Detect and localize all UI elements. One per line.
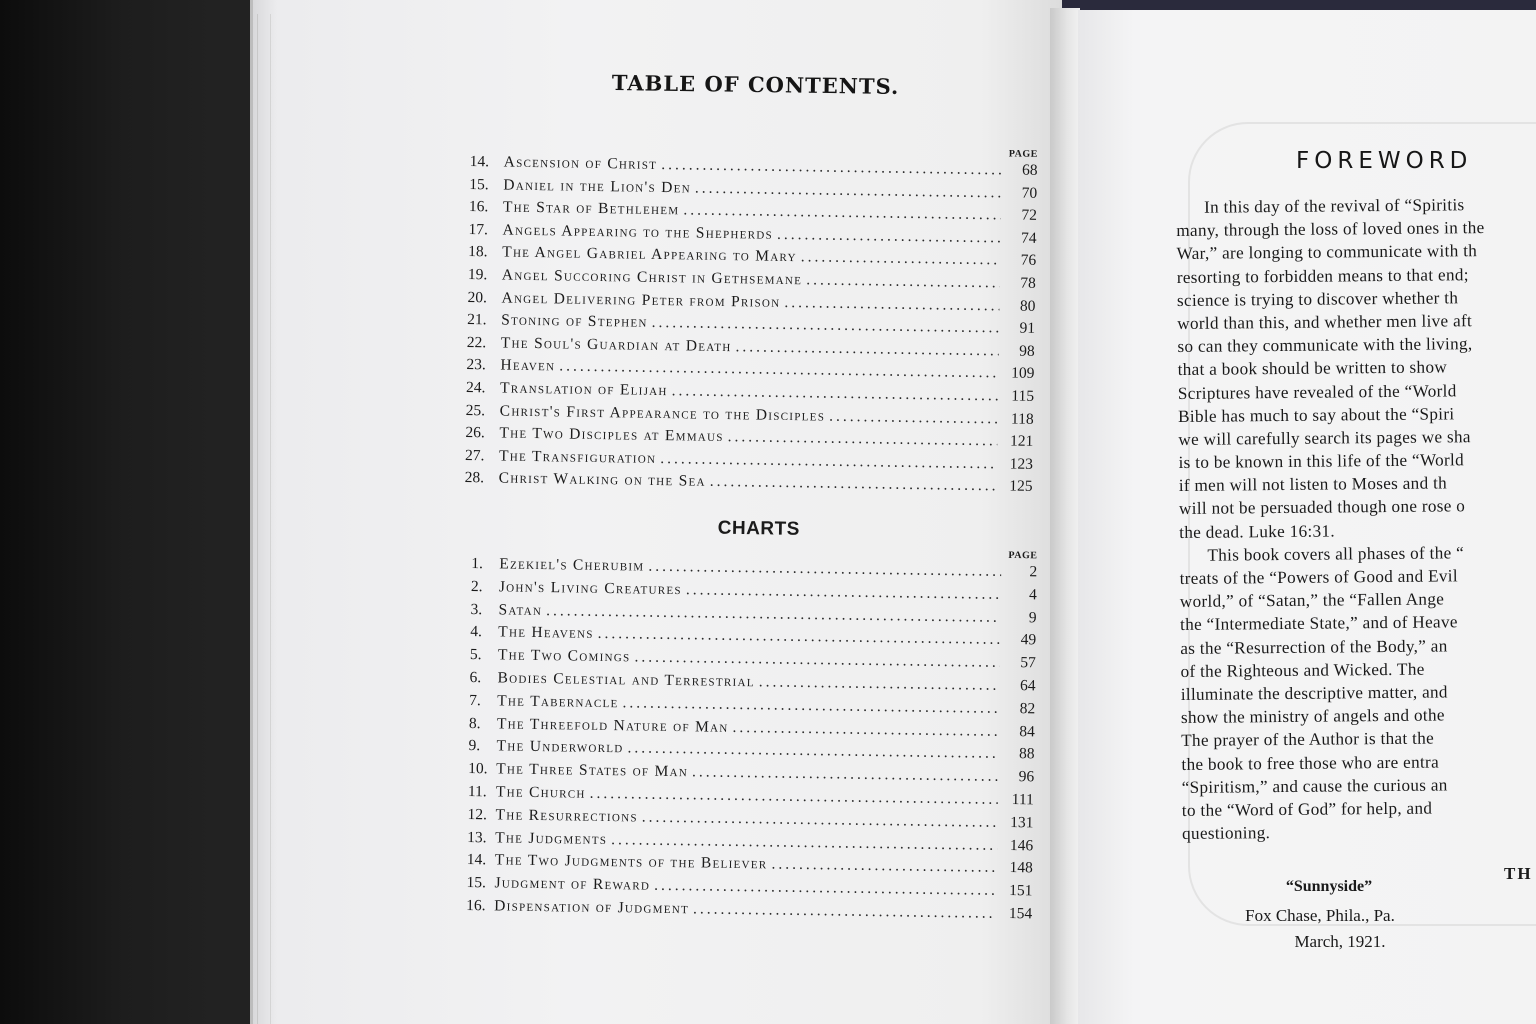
- entry-page-number: 109: [1011, 364, 1035, 383]
- foreword-line: Scriptures have revealed of the “World: [1177, 380, 1457, 403]
- entry-number: 16.: [468, 198, 489, 216]
- entry-page-number: 78: [1020, 274, 1036, 292]
- entry-number: 15.: [469, 175, 489, 193]
- toc-list: [464, 140, 1037, 501]
- entry-title: Christ Walking on the Sea: [498, 469, 706, 491]
- foreword-line: The prayer of the Author is that the: [1181, 728, 1435, 751]
- leader-dots: [648, 558, 1001, 581]
- leader-dots: [693, 900, 996, 922]
- entry-number: 25.: [465, 401, 486, 419]
- leader-dots: [710, 473, 997, 496]
- foreword-line: show the ministry of angels and othe: [1180, 705, 1445, 728]
- entry-title: Dispensation of Judgment: [494, 897, 690, 918]
- entry-title: Bodies Celestial and Terrestrial: [497, 669, 755, 691]
- entry-page-number: 74: [1020, 229, 1037, 247]
- entry-number: 19.: [467, 265, 488, 284]
- foreword-line: In this day of the revival of “Spiritis: [1203, 195, 1465, 217]
- foreword-line: world,” of “Satan,” the “Fallen Ange: [1179, 589, 1445, 612]
- entry-title: Satan: [498, 600, 543, 619]
- foreword-line: treats of the “Powers of Good and Evil: [1179, 566, 1458, 588]
- charts-list: [466, 514, 1038, 928]
- entry-title: The Soul's Guardian at Death: [500, 334, 732, 355]
- charts-entries: [466, 555, 1037, 928]
- foreword-line: as the “Resurrection of the Body,” an: [1180, 635, 1448, 658]
- entry-number: 2.: [470, 577, 483, 595]
- entry-title: Stoning of Stephen: [501, 311, 648, 331]
- entry-page-number: 151: [1009, 882, 1033, 900]
- entry-page-number: 115: [1011, 387, 1035, 405]
- entry-number: 28.: [464, 469, 485, 487]
- entry-page-number: 9: [1028, 608, 1037, 626]
- leader-dots: [683, 202, 1001, 225]
- entry-number: 24.: [465, 378, 486, 397]
- leader-dots: [672, 382, 999, 405]
- leader-dots: [735, 338, 998, 360]
- leader-dots: [784, 294, 999, 315]
- entry-page-number: 2: [1029, 563, 1038, 581]
- leader-dots: [771, 856, 997, 877]
- foreword-line: questioning.: [1182, 823, 1271, 844]
- foreword-line: we will carefully search its pages we sha: [1178, 427, 1471, 449]
- entry-title: The Judgments: [495, 828, 608, 848]
- entry-page-number: 125: [1009, 477, 1033, 496]
- entry-page-number: 70: [1021, 184, 1038, 202]
- charts-heading: CHARTS: [717, 517, 801, 540]
- entry-page-number: 118: [1010, 410, 1034, 428]
- entry-number: 11.: [467, 782, 487, 801]
- entry-page-number: 68: [1021, 161, 1038, 179]
- entry-title: Judgment of Reward: [494, 874, 651, 894]
- entry-page-number: 111: [1011, 791, 1034, 809]
- address-date: March, 1921.: [1294, 932, 1386, 951]
- entry-page-number: 96: [1018, 768, 1035, 786]
- foreword-line: science is trying to discover whether th: [1176, 288, 1459, 310]
- entry-page-number: 84: [1019, 722, 1035, 740]
- entry-number: 18.: [468, 243, 488, 261]
- entry-page-number: 49: [1020, 631, 1037, 649]
- entry-title: Christ's First Appearance to the Disciples: [499, 402, 826, 425]
- entry-number: 21.: [467, 311, 487, 329]
- foreword-line: so can they communicate with the living,: [1177, 334, 1473, 357]
- foreword-body: [1176, 194, 1536, 847]
- entry-number: 16.: [466, 896, 486, 915]
- entry-number: 1.: [471, 554, 484, 573]
- entry-title: Angels Appearing to the Shepherds: [502, 221, 774, 243]
- leader-dots: [695, 179, 1002, 202]
- address-city: Fox Chase, Phila., Pa.: [1245, 906, 1395, 925]
- entry-title: The Underworld: [496, 737, 624, 757]
- entry-number: 20.: [467, 288, 488, 306]
- foreword-line: is to be known in this life of the “World: [1178, 450, 1465, 473]
- leader-dots: [654, 877, 997, 900]
- entry-title: The Tabernacle: [497, 692, 619, 711]
- foreword-signature: TH: [1504, 864, 1533, 883]
- foreword-line: the “Intermediate State,” and of Heave: [1180, 612, 1458, 635]
- entry-title: The Angel Gabriel Appearing to Mary: [502, 243, 797, 266]
- entry-title: The Star of Bethlehem: [502, 198, 680, 219]
- entry-title: The Resurrections: [495, 806, 638, 826]
- entry-number: 22.: [466, 333, 487, 352]
- entry-title: The Threefold Nature of Man: [496, 714, 729, 736]
- entry-page-number: 123: [1009, 455, 1034, 473]
- entry-title: The Church: [495, 783, 586, 802]
- entry-page-number: 148: [1009, 859, 1033, 877]
- foreword-line: illuminate the descriptive matter, and: [1180, 682, 1448, 704]
- entry-page-number: 131: [1010, 813, 1034, 832]
- entry-number: 15.: [466, 874, 487, 892]
- entry-title: Translation of Elijah: [499, 379, 668, 400]
- leader-dots: [732, 718, 999, 740]
- entry-title: The Transfiguration: [498, 447, 657, 467]
- entry-number: 7.: [469, 691, 481, 709]
- foreword-line: to the “Word of God” for help, and: [1181, 798, 1433, 820]
- entry-number: 12.: [467, 805, 488, 824]
- leader-dots: [829, 407, 998, 428]
- address-place: “Sunnyside”: [1285, 878, 1373, 895]
- entry-number: 17.: [468, 220, 489, 239]
- entry-number: 3.: [470, 600, 483, 618]
- toc-page-label: PAGE: [1008, 148, 1038, 160]
- leader-dots: [759, 673, 1000, 695]
- entry-title: Ascension of Christ: [503, 153, 658, 173]
- entry-title: The Two Comings: [497, 646, 631, 666]
- entry-number: 9.: [468, 737, 481, 755]
- entry-page-number: 57: [1020, 654, 1036, 672]
- foreword-line: that a book should be written to show: [1177, 357, 1448, 380]
- entry-title: Daniel in the Lion's Den: [503, 176, 692, 197]
- leader-dots: [686, 581, 1001, 604]
- foreword-line: War,” are longing to communicate with th: [1176, 241, 1478, 264]
- entry-page-number: 88: [1018, 745, 1035, 763]
- foreword-line: “Spiritism,” and cause the curious an: [1181, 775, 1448, 797]
- entry-title: Angel Succoring Christ in Gethsemane: [501, 266, 803, 289]
- leader-dots: [692, 763, 998, 786]
- entry-number: 26.: [465, 424, 485, 442]
- leader-dots: [777, 226, 1001, 248]
- foreword-heading: FOREWORD: [1296, 148, 1473, 174]
- entry-title: The Two Disciples at Emmaus: [499, 424, 724, 446]
- entry-page-number: 64: [1019, 677, 1036, 695]
- foreword-line: of the Righteous and Wicked. The: [1180, 659, 1425, 681]
- entry-number: 27.: [464, 446, 485, 464]
- entry-page-number: 80: [1019, 297, 1036, 315]
- foreword-line: resorting to forbidden means to that end;: [1176, 264, 1469, 287]
- foreword-line: if men will not listen to Moses and th: [1178, 473, 1448, 496]
- leader-dots: [806, 271, 1000, 292]
- entry-title: The Heavens: [498, 623, 594, 643]
- toc-entries: [464, 153, 1037, 501]
- entry-page-number: 91: [1019, 319, 1036, 338]
- entry-page-number: 76: [1020, 252, 1037, 270]
- entry-number: 14.: [466, 851, 487, 869]
- entry-page-number: 146: [1009, 836, 1034, 854]
- entry-page-number: 82: [1019, 699, 1036, 718]
- entry-title: The Three States of Man: [496, 760, 689, 781]
- entry-number: 14.: [469, 152, 490, 171]
- entry-page-number: 121: [1009, 432, 1034, 451]
- foreword-line: This book covers all phases of the “: [1207, 543, 1465, 565]
- entry-page-number: 154: [1008, 904, 1033, 923]
- foreword-line: world than this, and whether men live aft: [1177, 311, 1473, 333]
- foreword-line: the book to free those who are entra: [1181, 752, 1440, 774]
- foreword-line: many, through the loss of loved ones in the: [1176, 218, 1485, 241]
- entry-title: Heaven: [500, 356, 556, 375]
- leader-dots: [801, 249, 1001, 270]
- book-gutter: [1050, 8, 1080, 1024]
- entry-number: 6.: [469, 668, 482, 687]
- foreword-line: the dead. Luke 16:31.: [1179, 521, 1335, 542]
- entry-title: The Two Judgments of the Believer: [494, 851, 768, 873]
- entry-number: 13.: [467, 828, 487, 846]
- entry-title: Ezekiel's Cherubim: [499, 555, 645, 575]
- entry-number: 10.: [468, 760, 488, 778]
- entry-page-number: 72: [1021, 206, 1038, 225]
- entry-title: Angel Delivering Peter from Prison: [501, 289, 781, 311]
- entry-page-number: 4: [1028, 586, 1037, 604]
- foreword-line: Bible has much to say about the “Spiri: [1178, 404, 1455, 426]
- toc-heading: TABLE OF CONTENTS.: [611, 70, 900, 100]
- charts-page-label: PAGE: [1008, 549, 1038, 562]
- foreword-address: [1200, 878, 1440, 958]
- entry-number: 5.: [469, 646, 482, 664]
- entry-number: 8.: [468, 714, 481, 732]
- leader-dots: [728, 428, 998, 450]
- entry-title: John's Living Creatures: [498, 578, 683, 598]
- entry-number: 4.: [470, 623, 483, 641]
- entry-number: 23.: [466, 356, 486, 374]
- foreword-line: will not be persuaded though one rose o: [1178, 496, 1466, 519]
- entry-page-number: 98: [1019, 342, 1035, 360]
